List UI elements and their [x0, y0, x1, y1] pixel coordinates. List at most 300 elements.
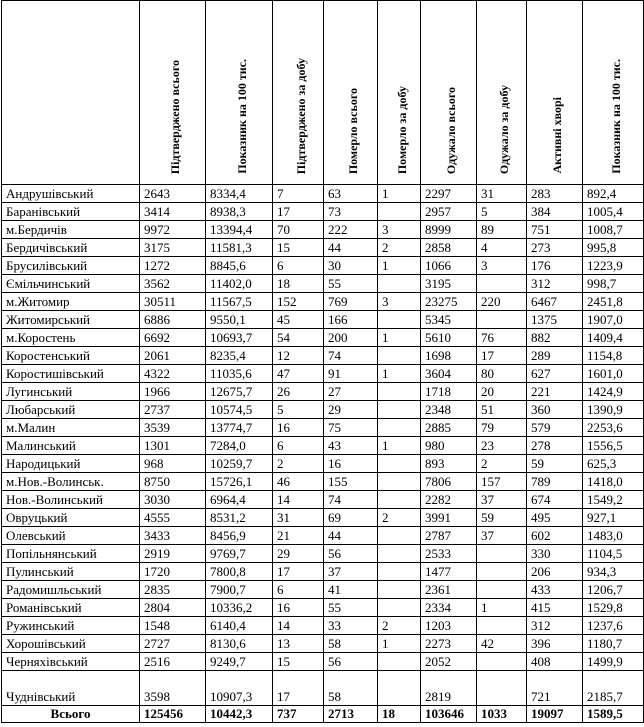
- value-cell: 3598: [140, 671, 206, 706]
- value-cell: 2253,6: [583, 419, 644, 437]
- value-cell: 10693,7: [206, 329, 273, 347]
- value-cell: 2727: [140, 635, 206, 653]
- value-cell: 21: [273, 527, 324, 545]
- value-cell: 330: [527, 545, 583, 563]
- value-cell: 9972: [140, 221, 206, 239]
- value-cell: 3991: [421, 509, 477, 527]
- value-cell: 2361: [421, 581, 477, 599]
- value-cell: 8999: [421, 221, 477, 239]
- value-cell: 721: [527, 671, 583, 706]
- value-cell: 37: [477, 527, 527, 545]
- header-confirmed-total: Підтверджено всього: [140, 1, 206, 185]
- value-cell: 2787: [421, 527, 477, 545]
- value-cell: 33: [324, 617, 378, 635]
- value-cell: 3175: [140, 239, 206, 257]
- value-cell: 408: [527, 653, 583, 671]
- value-cell: 1529,8: [583, 599, 644, 617]
- value-cell: 5: [477, 203, 527, 221]
- value-cell: 9249,7: [206, 653, 273, 671]
- value-cell: 20: [477, 383, 527, 401]
- value-cell: 1: [378, 365, 421, 383]
- value-cell: 17: [273, 671, 324, 706]
- table-row: [2, 491, 644, 509]
- value-cell: 15: [273, 239, 324, 257]
- district-name-cell: Коростишівський: [2, 365, 140, 383]
- value-cell: 222: [324, 221, 378, 239]
- value-cell: [477, 545, 527, 563]
- value-cell: 16: [273, 419, 324, 437]
- value-cell: 6886: [140, 311, 206, 329]
- value-cell: [378, 311, 421, 329]
- value-cell: 11581,3: [206, 239, 273, 257]
- value-cell: 1237,6: [583, 617, 644, 635]
- value-cell: 1223,9: [583, 257, 644, 275]
- total-cell: 1033: [477, 706, 527, 723]
- value-cell: 4555: [140, 509, 206, 527]
- value-cell: 8235,4: [206, 347, 273, 365]
- value-cell: 55: [324, 599, 378, 617]
- value-cell: 3030: [140, 491, 206, 509]
- value-cell: 17: [273, 563, 324, 581]
- value-cell: 2835: [140, 581, 206, 599]
- table-row: [2, 257, 644, 275]
- value-cell: 8750: [140, 473, 206, 491]
- value-cell: 55: [324, 275, 378, 293]
- value-cell: 7806: [421, 473, 477, 491]
- value-cell: 206: [527, 563, 583, 581]
- value-cell: 23275: [421, 293, 477, 311]
- table-row: [2, 347, 644, 365]
- value-cell: 1154,8: [583, 347, 644, 365]
- header-active-rate-per-100k: Показник на 100 тис.: [583, 1, 644, 185]
- value-cell: 91: [324, 365, 378, 383]
- value-cell: 6: [273, 581, 324, 599]
- value-cell: 63: [324, 185, 378, 203]
- value-cell: 59: [477, 509, 527, 527]
- value-cell: 1499,9: [583, 653, 644, 671]
- value-cell: 1: [378, 635, 421, 653]
- value-cell: 6140,4: [206, 617, 273, 635]
- value-cell: 4322: [140, 365, 206, 383]
- value-cell: [378, 545, 421, 563]
- district-name-cell: Чуднівський: [2, 671, 140, 706]
- value-cell: 998,7: [583, 275, 644, 293]
- value-cell: 6: [273, 257, 324, 275]
- district-name-cell: Лугинський: [2, 383, 140, 401]
- district-name-cell: Олевський: [2, 527, 140, 545]
- value-cell: 11035,6: [206, 365, 273, 383]
- header-deaths-daily: Померло за добу: [378, 1, 421, 185]
- value-cell: 769: [324, 293, 378, 311]
- value-cell: 433: [527, 581, 583, 599]
- value-cell: 1549,2: [583, 491, 644, 509]
- value-cell: 1375: [527, 311, 583, 329]
- value-cell: [378, 383, 421, 401]
- value-cell: 10907,3: [206, 671, 273, 706]
- total-label: Всього: [2, 706, 140, 723]
- table-row: [2, 221, 644, 239]
- district-name-cell: Попільнянський: [2, 545, 140, 563]
- value-cell: 1: [378, 329, 421, 347]
- value-cell: 1: [477, 599, 527, 617]
- value-cell: 8938,3: [206, 203, 273, 221]
- table-row: [2, 617, 644, 635]
- value-cell: 12675,7: [206, 383, 273, 401]
- value-cell: 13394,4: [206, 221, 273, 239]
- table-row: [2, 473, 644, 491]
- value-cell: 2919: [140, 545, 206, 563]
- value-cell: 934,3: [583, 563, 644, 581]
- value-cell: 14: [273, 491, 324, 509]
- value-cell: [378, 203, 421, 221]
- table-row: [2, 239, 644, 257]
- header-active-cases: Активні хворі: [527, 1, 583, 185]
- value-cell: 80: [477, 365, 527, 383]
- value-cell: 1390,9: [583, 401, 644, 419]
- value-cell: 1: [378, 257, 421, 275]
- value-cell: 10336,2: [206, 599, 273, 617]
- total-cell: 18: [378, 706, 421, 723]
- value-cell: [378, 455, 421, 473]
- value-cell: 8130,6: [206, 635, 273, 653]
- value-cell: 1601,0: [583, 365, 644, 383]
- value-cell: 2819: [421, 671, 477, 706]
- value-cell: 166: [324, 311, 378, 329]
- value-cell: 3195: [421, 275, 477, 293]
- value-cell: [378, 401, 421, 419]
- value-cell: 176: [527, 257, 583, 275]
- total-cell: 10442,3: [206, 706, 273, 723]
- total-cell: 2713: [324, 706, 378, 723]
- value-cell: 76: [477, 329, 527, 347]
- table-row: [2, 653, 644, 671]
- value-cell: 37: [324, 563, 378, 581]
- value-cell: 1720: [140, 563, 206, 581]
- value-cell: 47: [273, 365, 324, 383]
- value-cell: 79: [477, 419, 527, 437]
- value-cell: [378, 527, 421, 545]
- value-cell: 1907,0: [583, 311, 644, 329]
- total-row: [2, 706, 644, 723]
- value-cell: 74: [324, 347, 378, 365]
- value-cell: 54: [273, 329, 324, 347]
- value-cell: 1409,4: [583, 329, 644, 347]
- value-cell: 29: [273, 545, 324, 563]
- value-cell: [378, 653, 421, 671]
- value-cell: 44: [324, 239, 378, 257]
- value-cell: 6: [273, 437, 324, 455]
- value-cell: 2297: [421, 185, 477, 203]
- value-cell: 6692: [140, 329, 206, 347]
- value-cell: 73: [324, 203, 378, 221]
- value-cell: 1005,4: [583, 203, 644, 221]
- value-cell: 415: [527, 599, 583, 617]
- value-cell: [378, 563, 421, 581]
- value-cell: 3: [378, 221, 421, 239]
- value-cell: 10574,5: [206, 401, 273, 419]
- value-cell: 283: [527, 185, 583, 203]
- value-cell: 2643: [140, 185, 206, 203]
- value-cell: 46: [273, 473, 324, 491]
- value-cell: [378, 473, 421, 491]
- value-cell: 200: [324, 329, 378, 347]
- table-row: [2, 671, 644, 706]
- value-cell: 17: [273, 203, 324, 221]
- value-cell: 31: [273, 509, 324, 527]
- value-cell: 2: [378, 617, 421, 635]
- header-recovered-total: Одужало всього: [421, 1, 477, 185]
- table-row: [2, 293, 644, 311]
- value-cell: 1477: [421, 563, 477, 581]
- value-cell: 58: [324, 671, 378, 706]
- table-row: [2, 329, 644, 347]
- total-cell: 19097: [527, 706, 583, 723]
- covid-stats-table: [1, 0, 644, 723]
- value-cell: 3414: [140, 203, 206, 221]
- district-name-cell: Коростенський: [2, 347, 140, 365]
- district-name-cell: Народицький: [2, 455, 140, 473]
- district-name-cell: м.Коростень: [2, 329, 140, 347]
- value-cell: 1424,9: [583, 383, 644, 401]
- value-cell: 2273: [421, 635, 477, 653]
- value-cell: 8334,4: [206, 185, 273, 203]
- value-cell: [477, 311, 527, 329]
- value-cell: 1206,7: [583, 581, 644, 599]
- district-name-cell: Бердичівський: [2, 239, 140, 257]
- table-row: [2, 383, 644, 401]
- header-rate-per-100k: Показник на 100 тис.: [206, 1, 273, 185]
- value-cell: 1008,7: [583, 221, 644, 239]
- value-cell: 980: [421, 437, 477, 455]
- value-cell: 2533: [421, 545, 477, 563]
- value-cell: 23: [477, 437, 527, 455]
- value-cell: 41: [324, 581, 378, 599]
- value-cell: 56: [324, 653, 378, 671]
- value-cell: 3562: [140, 275, 206, 293]
- total-cell: 1589,5: [583, 706, 644, 723]
- value-cell: [378, 581, 421, 599]
- value-cell: 751: [527, 221, 583, 239]
- value-cell: 17: [477, 347, 527, 365]
- value-cell: 674: [527, 491, 583, 509]
- value-cell: [477, 617, 527, 635]
- value-cell: 5: [273, 401, 324, 419]
- value-cell: 1483,0: [583, 527, 644, 545]
- value-cell: 8531,2: [206, 509, 273, 527]
- value-cell: 1556,5: [583, 437, 644, 455]
- value-cell: 8845,6: [206, 257, 273, 275]
- value-cell: 2185,7: [583, 671, 644, 706]
- value-cell: 2334: [421, 599, 477, 617]
- value-cell: 968: [140, 455, 206, 473]
- value-cell: 2348: [421, 401, 477, 419]
- value-cell: 7800,8: [206, 563, 273, 581]
- value-cell: 9550,1: [206, 311, 273, 329]
- value-cell: 927,1: [583, 509, 644, 527]
- table-row: [2, 635, 644, 653]
- value-cell: 2957: [421, 203, 477, 221]
- district-name-cell: Ємільчинський: [2, 275, 140, 293]
- value-cell: 2516: [140, 653, 206, 671]
- value-cell: [378, 419, 421, 437]
- value-cell: 6467: [527, 293, 583, 311]
- value-cell: 31: [477, 185, 527, 203]
- table-row: [2, 419, 644, 437]
- value-cell: 384: [527, 203, 583, 221]
- table-row: [2, 581, 644, 599]
- value-cell: 1180,7: [583, 635, 644, 653]
- value-cell: [378, 275, 421, 293]
- value-cell: 157: [477, 473, 527, 491]
- value-cell: 56: [324, 545, 378, 563]
- value-cell: 11402,0: [206, 275, 273, 293]
- district-name-cell: Малинський: [2, 437, 140, 455]
- value-cell: [378, 671, 421, 706]
- value-cell: [378, 491, 421, 509]
- value-cell: 29: [324, 401, 378, 419]
- value-cell: 7284,0: [206, 437, 273, 455]
- value-cell: 2858: [421, 239, 477, 257]
- value-cell: 44: [324, 527, 378, 545]
- value-cell: 30511: [140, 293, 206, 311]
- value-cell: [378, 599, 421, 617]
- value-cell: [477, 563, 527, 581]
- district-name-cell: Андрушівський: [2, 185, 140, 203]
- district-name-cell: Овруцький: [2, 509, 140, 527]
- value-cell: 1203: [421, 617, 477, 635]
- value-cell: 51: [477, 401, 527, 419]
- value-cell: 15: [273, 653, 324, 671]
- value-cell: 75: [324, 419, 378, 437]
- table-row: [2, 455, 644, 473]
- district-name-cell: Нов.-Волинський: [2, 491, 140, 509]
- value-cell: 1272: [140, 257, 206, 275]
- value-cell: 2451,8: [583, 293, 644, 311]
- district-name-cell: Любарський: [2, 401, 140, 419]
- value-cell: 37: [477, 491, 527, 509]
- value-cell: [477, 653, 527, 671]
- table-row: [2, 401, 644, 419]
- value-cell: 69: [324, 509, 378, 527]
- value-cell: 14: [273, 617, 324, 635]
- value-cell: 16: [324, 455, 378, 473]
- value-cell: 1418,0: [583, 473, 644, 491]
- value-cell: 627: [527, 365, 583, 383]
- value-cell: 6964,4: [206, 491, 273, 509]
- value-cell: 3539: [140, 419, 206, 437]
- value-cell: 58: [324, 635, 378, 653]
- value-cell: [477, 671, 527, 706]
- table-row: [2, 185, 644, 203]
- value-cell: 882: [527, 329, 583, 347]
- total-cell: 737: [273, 706, 324, 723]
- value-cell: 12: [273, 347, 324, 365]
- table-row: [2, 365, 644, 383]
- header-row: [2, 1, 644, 185]
- value-cell: 16: [273, 599, 324, 617]
- district-name-cell: Радомишльський: [2, 581, 140, 599]
- value-cell: 15726,1: [206, 473, 273, 491]
- value-cell: 11567,5: [206, 293, 273, 311]
- value-cell: 221: [527, 383, 583, 401]
- value-cell: 289: [527, 347, 583, 365]
- value-cell: 1: [378, 437, 421, 455]
- value-cell: 1301: [140, 437, 206, 455]
- value-cell: 2737: [140, 401, 206, 419]
- value-cell: [378, 347, 421, 365]
- value-cell: [477, 275, 527, 293]
- value-cell: 5345: [421, 311, 477, 329]
- district-name-cell: м.Малин: [2, 419, 140, 437]
- table-row: [2, 437, 644, 455]
- table-row: [2, 563, 644, 581]
- value-cell: 1: [378, 185, 421, 203]
- value-cell: 312: [527, 617, 583, 635]
- district-name-cell: Ружинський: [2, 617, 140, 635]
- table-body: [2, 185, 644, 706]
- value-cell: 155: [324, 473, 378, 491]
- value-cell: 495: [527, 509, 583, 527]
- header-district: [2, 1, 140, 185]
- value-cell: 89: [477, 221, 527, 239]
- header-deaths-total: Померло всього: [324, 1, 378, 185]
- value-cell: 3: [378, 293, 421, 311]
- value-cell: 360: [527, 401, 583, 419]
- table-row: [2, 509, 644, 527]
- value-cell: 30: [324, 257, 378, 275]
- value-cell: 27: [324, 383, 378, 401]
- value-cell: 1718: [421, 383, 477, 401]
- value-cell: 1548: [140, 617, 206, 635]
- value-cell: 579: [527, 419, 583, 437]
- table-row: [2, 545, 644, 563]
- value-cell: 26: [273, 383, 324, 401]
- district-name-cell: Житомирський: [2, 311, 140, 329]
- value-cell: 10259,7: [206, 455, 273, 473]
- value-cell: 7: [273, 185, 324, 203]
- value-cell: 5610: [421, 329, 477, 347]
- value-cell: 625,3: [583, 455, 644, 473]
- value-cell: 2061: [140, 347, 206, 365]
- table-row: [2, 599, 644, 617]
- header-recovered-daily: Одужало за добу: [477, 1, 527, 185]
- district-name-cell: Черняхівський: [2, 653, 140, 671]
- value-cell: 2: [273, 455, 324, 473]
- total-cell: 103646: [421, 706, 477, 723]
- value-cell: 2052: [421, 653, 477, 671]
- value-cell: 4: [477, 239, 527, 257]
- district-name-cell: Романівський: [2, 599, 140, 617]
- table-row: [2, 203, 644, 221]
- value-cell: 278: [527, 437, 583, 455]
- value-cell: 43: [324, 437, 378, 455]
- value-cell: 7900,7: [206, 581, 273, 599]
- value-cell: 9769,7: [206, 545, 273, 563]
- value-cell: 13: [273, 635, 324, 653]
- value-cell: 59: [527, 455, 583, 473]
- value-cell: 2: [378, 509, 421, 527]
- value-cell: [477, 581, 527, 599]
- district-name-cell: м.Бердичів: [2, 221, 140, 239]
- value-cell: 18: [273, 275, 324, 293]
- value-cell: 3433: [140, 527, 206, 545]
- value-cell: 1104,5: [583, 545, 644, 563]
- value-cell: 2885: [421, 419, 477, 437]
- value-cell: 2804: [140, 599, 206, 617]
- value-cell: 3604: [421, 365, 477, 383]
- value-cell: 893: [421, 455, 477, 473]
- value-cell: 13774,7: [206, 419, 273, 437]
